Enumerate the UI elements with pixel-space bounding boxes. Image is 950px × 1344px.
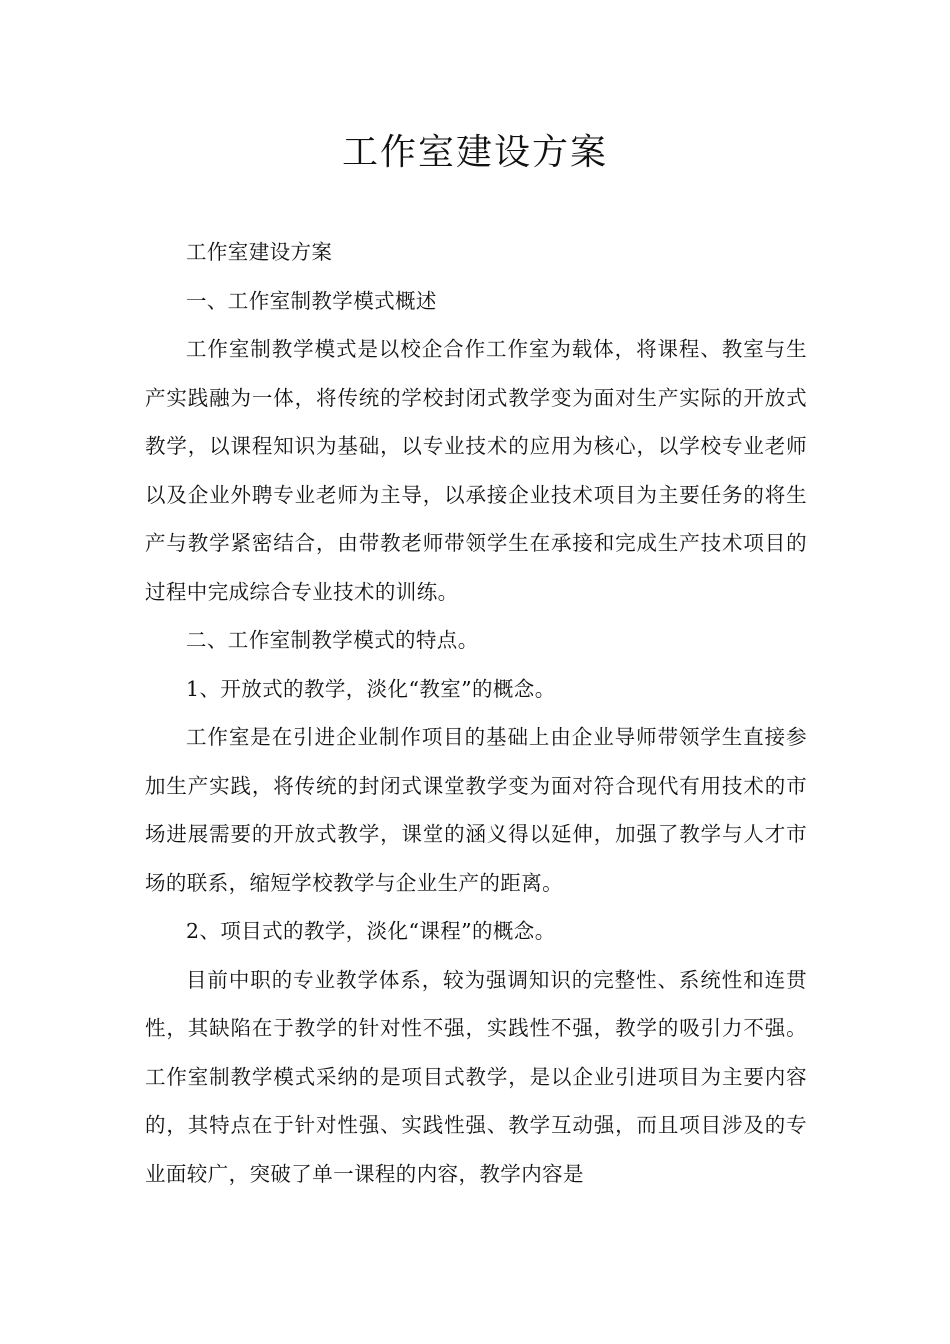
paragraph-subtitle: 工作室建设方案 xyxy=(186,240,333,264)
paragraph-open-teaching: 工作室是在引进企业制作项目的基础上由企业导师带领学生直接参加生产实践，将传统的封闭式课堂教学变为面对符合现代有用技术的市场进展需要的开放式教学，课堂的涵义得以延伸，加强了教学与人才市场的联系，缩短学校教学与企业生产的距离。 xyxy=(145,725,807,895)
paragraph-project-teaching: 目前中职的专业教学体系，较为强调知识的完整性、系统性和连贯性，其缺陷在于教学的针对性不强，实践性不强，教学的吸引力不强。工作室制教学模式采纳的是项目式教学，是以企业引进项目为主要内容的，其特点在于针对性强、实践性强、教学互动强，而且项目涉及的专业面较广，突破了单一课程的内容，教学内容是 xyxy=(145,967,807,1186)
subheading-project-teaching: 2、项目式的教学，淡化“课程”的概念。 xyxy=(186,919,556,943)
document-title: 工作室建设方案 xyxy=(341,132,608,173)
section-heading-overview: 一、工作室制教学模式概述 xyxy=(186,288,437,313)
subheading-open-teaching: 1、开放式的教学，淡化“教室”的概念。 xyxy=(186,676,556,701)
document-body xyxy=(145,228,807,1198)
section-heading-features: 二、工作室制教学模式的特点。 xyxy=(186,628,479,652)
paragraph-overview: 工作室制教学模式是以校企合作工作室为载体，将课程、教室与生产实践融为一体，将传统的学校封闭式教学变为面对生产实际的开放式教学，以课程知识为基础，以专业技术的应用为核心，以学校专业老师以及企业外聘专业老师为主导，以承接企业技术项目为主要任务的将生产与教学紧密结合，由带教老师带领学生在承接和完成生产技术项目的过程中完成综合专业技术的训练。 xyxy=(145,337,807,604)
